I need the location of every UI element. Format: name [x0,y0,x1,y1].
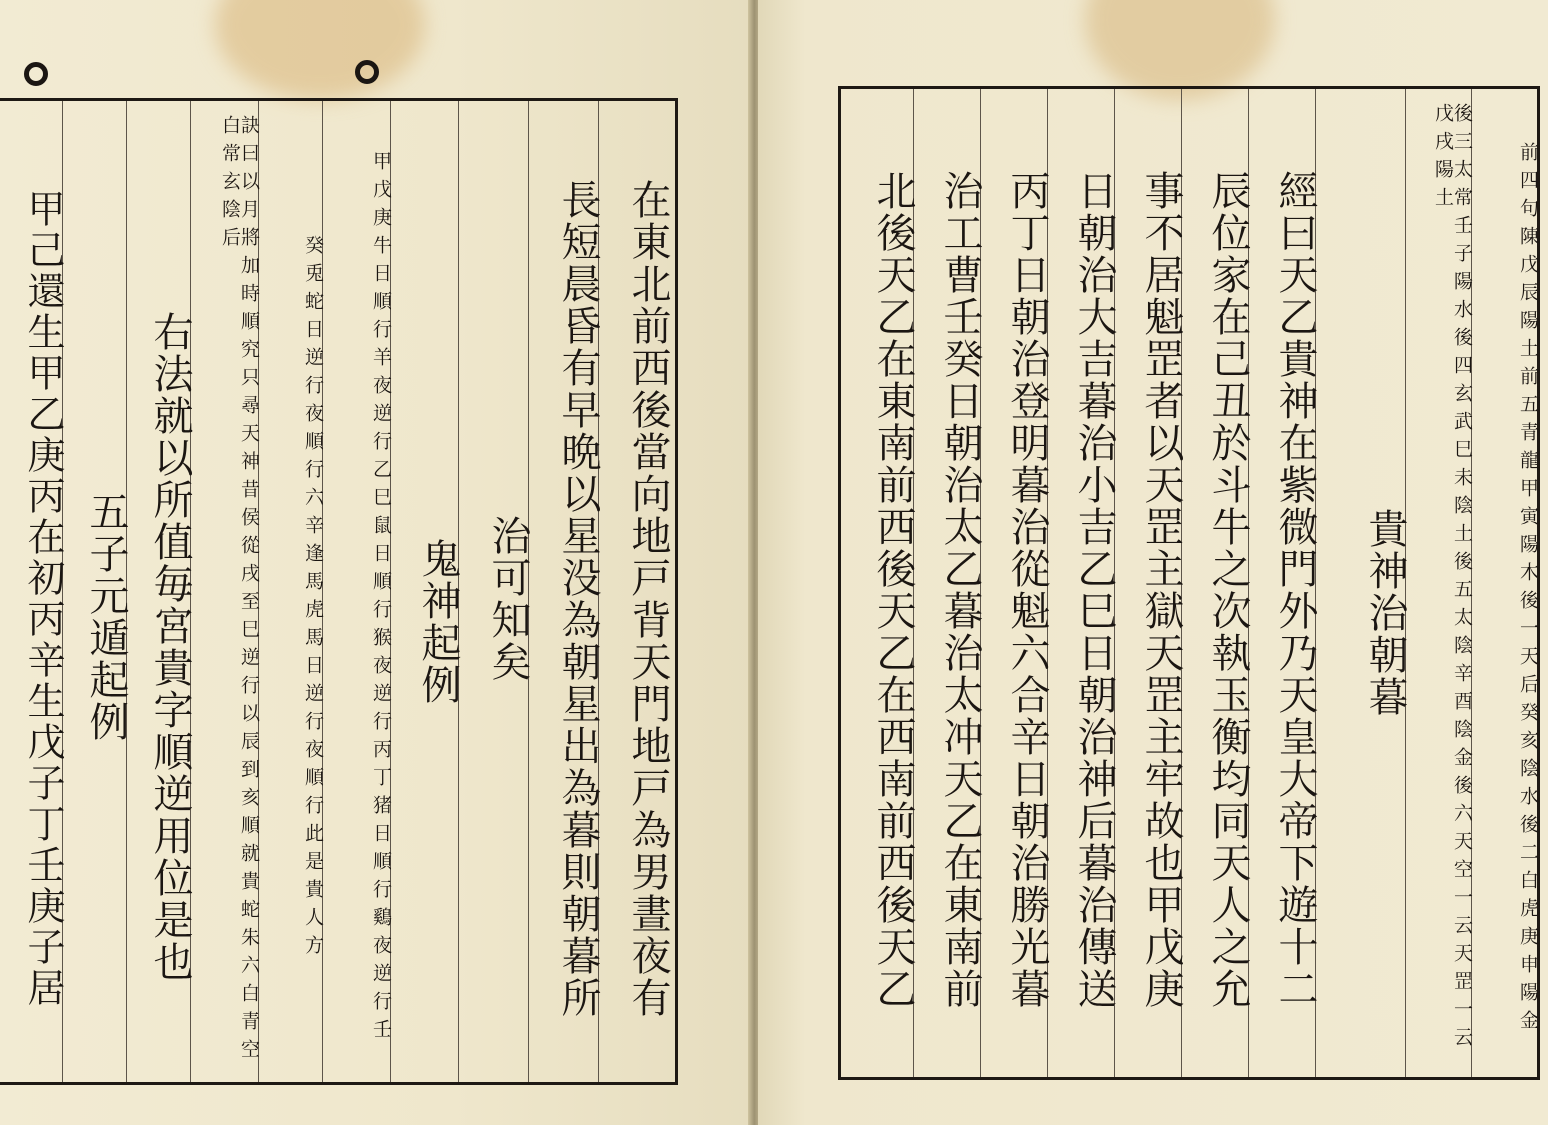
water-stain [215,0,425,100]
text-column-2 [1405,89,1471,1077]
column-text: 事不居魁罡者以天罡主獄天罡主牢故也甲戊庚 [1138,170,1184,1010]
column-text: 在東北前西後當向地戸背天門地戸為男晝夜有 [625,178,671,1019]
text-column-4 [1248,89,1318,1077]
text-column-6 [258,101,322,1082]
column-text: 甲戊庚牛日順行羊夜逆行乙巳鼠日順行猴夜逆行丙丁猪日順行鷄夜逆行壬 [370,150,392,1047]
column-text: 訣曰以月將加時順究只尋天神昔侯從戌至巳逆行以辰到亥順就貴蛇朱六白青空白常玄陰后 [219,115,260,1067]
column-text: 經曰天乙貴神在紫微門外乃天皇大帝下遊十二 [1272,170,1318,1010]
text-column-8 [126,101,193,1082]
column-text: 治可知矣 [485,514,531,683]
column-text: 癸兎蛇日逆行夜順行六辛逢馬虎馬日逆行夜順行此是貴人方 [302,234,324,963]
column-text: 丙丁日朝治登明暮治從魁六合辛日朝治勝光暮 [1004,170,1050,1010]
column-text: 長短晨昏有早晩以星没為朝星出為暮則朝暮所 [555,178,601,1019]
text-column-2 [528,101,601,1082]
right-text-frame [838,86,1540,1080]
column-text: 後三太常壬子陽水後四玄武巳未陰土後五太陰辛酉陰金後六天空一云天罡一云戊戌陽土 [1432,103,1473,1055]
text-column-10 [0,101,65,1082]
left-text-frame [0,98,678,1085]
text-column-7 [1047,89,1117,1077]
column-text: 甲己還生甲乙庚丙在初丙辛生戊子丁壬庚子居 [21,188,65,1009]
column-text: 治工曹壬癸日朝治太乙暮治太冲天乙在東南前 [937,170,983,1010]
binding-hole [355,60,379,84]
water-stain [1085,0,1275,100]
column-text: 辰位家在己丑於斗牛之次執玉衡均同天人之允 [1205,170,1251,1010]
text-column-8 [980,89,1050,1077]
column-text: 貴神治朝暮 [1362,508,1408,718]
text-column-9 [913,89,983,1077]
column-text: 右法就以所值毎宮貴字順逆用位是也 [147,310,193,983]
text-column-10 [845,89,916,1077]
column-text: 鬼神起例 [415,537,461,706]
text-column-1 [598,101,671,1082]
text-column-6 [1114,89,1184,1077]
column-text: 北後天乙在東南前西後天乙在西南前西後天乙 [870,170,916,1010]
column-text: 日朝治大吉暮治小吉乙巳日朝治神后暮治傳送 [1071,170,1117,1010]
column-text: 前四句陳戊辰陽土前五青龍甲寅陽木後一天后癸亥陰水後二白虎庚申陽金 [1517,142,1539,1038]
text-column-3 [458,101,531,1082]
text-column-5 [1181,89,1251,1077]
column-text: 五子元遁起例 [83,490,129,743]
text-column-3 [1315,89,1408,1077]
text-column-5 [322,101,390,1082]
text-column-1 [1471,89,1537,1077]
text-column-7 [190,101,258,1082]
text-column-4 [390,101,461,1082]
binding-hole [24,62,48,86]
left-page [0,0,752,1125]
text-column-9 [62,101,129,1082]
